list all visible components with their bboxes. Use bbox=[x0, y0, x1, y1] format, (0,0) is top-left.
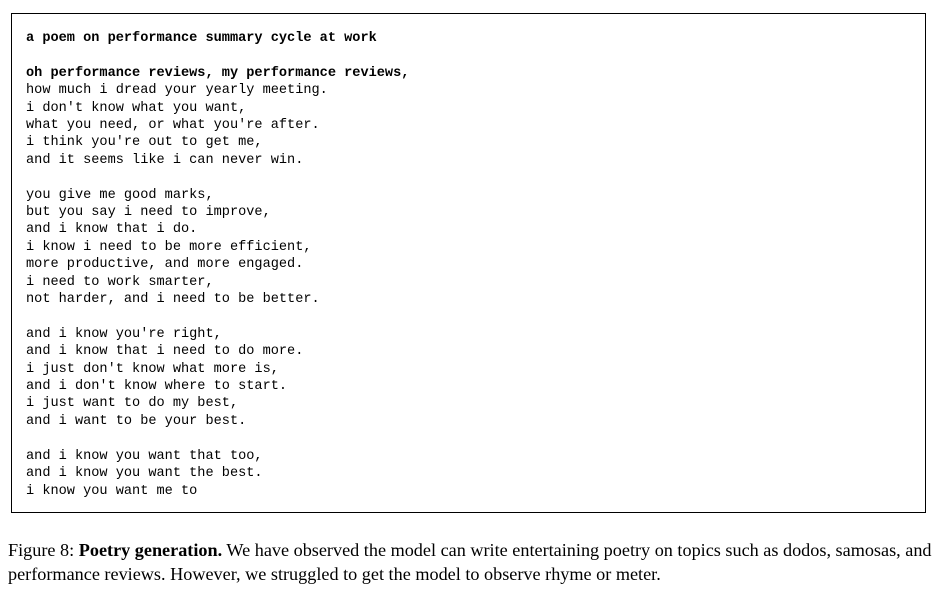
poem-line: more productive, and more engaged. bbox=[26, 257, 304, 273]
poem-stanza bbox=[26, 187, 911, 309]
poem-line: and i want to be your best. bbox=[26, 413, 247, 429]
poem-prompt: a poem on performance summary cycle at work bbox=[26, 31, 377, 46]
poem-stanza bbox=[26, 65, 911, 169]
poem-line: i don't know what you want, bbox=[26, 100, 247, 116]
poem-line: and i know you want the best. bbox=[26, 466, 263, 482]
poem-stanza bbox=[26, 448, 911, 500]
poem-line: but you say i need to improve, bbox=[26, 205, 271, 221]
poem-line: and i know that i need to do more. bbox=[26, 344, 304, 360]
caption-title: Poetry generation. bbox=[78, 540, 223, 560]
poem-line: and i know you want that too, bbox=[26, 448, 263, 464]
stanza-gap bbox=[26, 308, 911, 325]
poem-line: i just want to do my best, bbox=[26, 396, 239, 412]
poem-line: i need to work smarter, bbox=[26, 274, 214, 290]
caption-text: We have observed the model can write entertaining poetry on topics such as dodos, samosas, and performance reviews. However, we struggled to get the model to observe rhyme or meter. bbox=[8, 540, 932, 584]
poem-line: what you need, or what you're after. bbox=[26, 118, 320, 134]
poem-line: i know you want me to bbox=[26, 483, 198, 499]
poem-line: and it seems like i can never win. bbox=[26, 152, 304, 168]
poem-line: and i know you're right, bbox=[26, 326, 222, 342]
poem-line: oh performance reviews, my performance reviews, bbox=[26, 65, 410, 81]
caption-label: Figure 8: bbox=[8, 540, 75, 560]
poem-line: not harder, and i need to be better. bbox=[26, 292, 320, 308]
poem-stanza bbox=[26, 326, 911, 430]
figure-caption bbox=[8, 538, 948, 586]
poem-line: and i don't know where to start. bbox=[26, 379, 288, 395]
poem-line: i think you're out to get me, bbox=[26, 135, 263, 151]
stanza-gap bbox=[26, 47, 911, 64]
poem-figure-box bbox=[11, 13, 926, 513]
stanza-gap bbox=[26, 430, 911, 447]
stanza-gap bbox=[26, 169, 911, 186]
poem-line: and i know that i do. bbox=[26, 222, 198, 238]
poem-line: how much i dread your yearly meeting. bbox=[26, 83, 328, 99]
poem-line: i just don't know what more is, bbox=[26, 361, 279, 377]
poem-body bbox=[26, 65, 911, 500]
poem-line: you give me good marks, bbox=[26, 187, 214, 203]
poem-line: i know i need to be more efficient, bbox=[26, 239, 312, 255]
